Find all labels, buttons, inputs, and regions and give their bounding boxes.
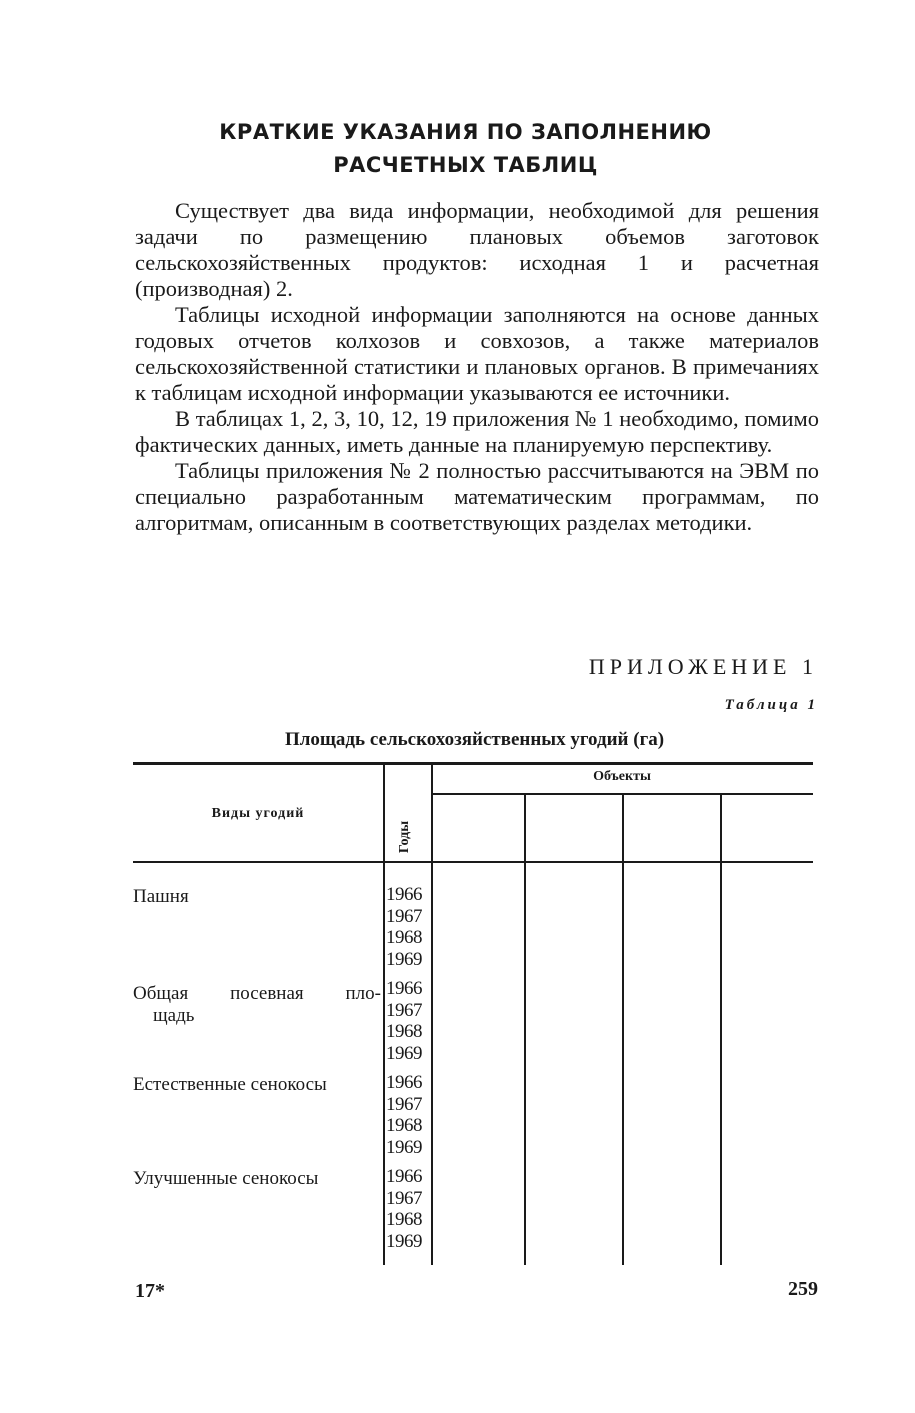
row-label-line: Естественные сенокосы <box>133 1074 327 1095</box>
year-cell: 1967 <box>386 905 422 927</box>
paragraph: Таблицы приложения № 2 полностью рассчитываются на ЭВМ по специально разработанным математическим программам, по алгоритмам, описанным в соответствующих разделах методики. <box>135 458 819 535</box>
section-heading <box>0 116 915 182</box>
header-bottom-rule <box>133 861 813 863</box>
year-cell: 1966 <box>386 884 422 905</box>
year-cell: 1966 <box>386 1072 422 1093</box>
row-label <box>133 1168 381 1190</box>
land-area-table <box>133 762 813 1267</box>
column-header-kinds: Виды угодий <box>211 806 305 821</box>
year-cell: 1969 <box>386 1136 422 1158</box>
row-label-line: Пашня <box>133 886 189 907</box>
paragraph: Таблицы исходной информации заполняются на основе данных годовых отчетов колхозов и совхозов, а также материалов сельскохозяйственной статистики и плановых органов. В примечаниях к таблицам исходной информации указываются ее источники. <box>135 302 819 405</box>
row-label <box>133 983 381 1027</box>
row-years <box>386 1072 432 1158</box>
row-label-word: пло- <box>345 983 381 1004</box>
page-number: 259 <box>788 1278 818 1300</box>
year-cell: 1969 <box>386 1230 422 1252</box>
paragraph: В таблицах 1, 2, 3, 10, 12, 19 приложения № 1 необходимо, помимо фактических данных, иметь данные на планируемую перспективу. <box>135 406 819 457</box>
heading-line-2: РАСЧЕТНЫХ ТАБЛИЦ <box>333 153 598 177</box>
year-cell: 1968 <box>386 1115 422 1136</box>
object-column-rule <box>720 795 722 1265</box>
row-label <box>133 886 381 908</box>
row-label-line: щадь <box>153 1005 195 1026</box>
year-cell: 1966 <box>386 978 422 999</box>
table-caption-text: Площадь сельскохозяйственных угодий (га) <box>284 729 665 750</box>
year-cell: 1969 <box>386 1042 422 1064</box>
printer-signature: 17* <box>135 1280 165 1302</box>
body-text <box>135 198 819 536</box>
paragraph: Существует два вида информации, необходимой для решения задачи по размещению плановых объемов заготовок сельскохозяйственных продуктов: исходная 1 и расчетная (производная) 2. <box>135 198 819 301</box>
year-cell: 1969 <box>386 948 422 970</box>
object-column-rule <box>622 795 624 1265</box>
table-number: Таблица 1 <box>724 697 818 713</box>
year-cell: 1966 <box>386 1166 422 1187</box>
table-caption <box>0 729 915 751</box>
row-label <box>133 1074 381 1096</box>
year-cell: 1967 <box>386 1187 422 1209</box>
year-cell: 1968 <box>386 927 422 948</box>
column-header-years <box>379 812 431 862</box>
column-header-objects: Объекты <box>593 769 651 784</box>
year-cell: 1968 <box>386 1021 422 1042</box>
row-label-word: посевная <box>230 983 304 1004</box>
row-label-line <box>133 983 381 1005</box>
year-cell: 1967 <box>386 999 422 1021</box>
row-label-line: Улучшенные сенокосы <box>133 1168 319 1189</box>
object-column-rule <box>524 795 526 1265</box>
column-header-years-text: Годы <box>396 820 412 854</box>
row-years <box>386 884 432 970</box>
table-top-rule <box>133 762 813 765</box>
appendix-label: ПРИЛОЖЕНИЕ 1 <box>588 654 818 679</box>
row-years <box>386 1166 432 1252</box>
year-cell: 1968 <box>386 1209 422 1230</box>
row-years <box>386 978 432 1064</box>
heading-line-1: КРАТКИЕ УКАЗАНИЯ ПО ЗАПОЛНЕНИЮ <box>219 120 712 144</box>
year-cell: 1967 <box>386 1093 422 1115</box>
row-label-word: Общая <box>133 983 189 1004</box>
